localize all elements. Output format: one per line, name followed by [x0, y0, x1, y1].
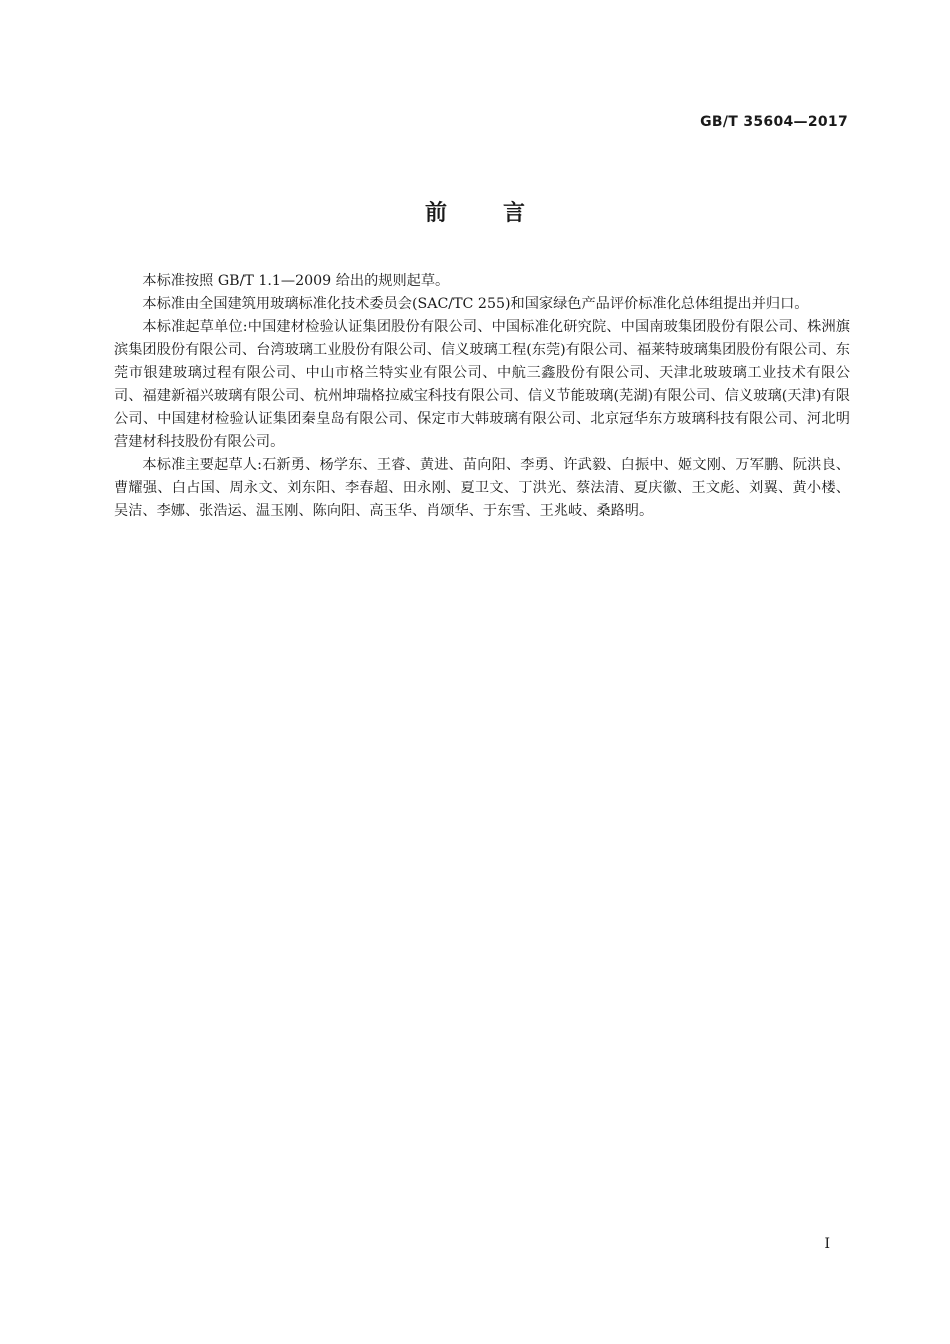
foreword-body	[114, 270, 850, 523]
standard-number: GB/T 35604—2017	[700, 114, 848, 130]
paragraph-drafting-rules: 本标准按照 GB/T 1.1—2009 给出的规则起草。	[142, 273, 450, 289]
paragraph-proposer: 本标准由全国建筑用玻璃标准化技术委员会(SAC/TC 255)和国家绿色产品评价标准化总体组提出并归口。	[142, 296, 809, 312]
page-number: I	[824, 1236, 830, 1252]
paragraph-main-drafters: 本标准主要起草人:石新勇、杨学东、王睿、黄进、苗向阳、李勇、许武毅、白振中、姬文刚、万军鹏、阮洪良、曹耀强、白占国、周永文、刘东阳、李春超、田永刚、夏卫文、丁洪光、蔡法清、夏庆徽、王文彪、刘翼、黄小楼、吴洁、李娜、张浩运、温玉刚、陈向阳、高玉华、肖颂华、于东雪、王兆岐、桑路明。	[114, 457, 850, 519]
section-heading: 前言	[424, 201, 581, 226]
paragraph-drafting-units: 本标准起草单位:中国建材检验认证集团股份有限公司、中国标准化研究院、中国南玻集团股份有限公司、株洲旗滨集团股份有限公司、台湾玻璃工业股份有限公司、信义玻璃工程(东莞)有限公司、福莱特玻璃集团股份有限公司、东莞市银建玻璃过程有限公司、中山市格兰特实业有限公司、中航三鑫股份有限公司、天津北玻玻璃工业技术有限公司、福建新福兴玻璃有限公司、杭州坤瑞格拉威宝科技有限公司、信义节能玻璃(芜湖)有限公司、信义玻璃(天津)有限公司、中国建材检验认证集团秦皇岛有限公司、保定市大韩玻璃有限公司、北京冠华东方玻璃科技有限公司、河北明营建材科技股份有限公司。	[114, 319, 850, 450]
